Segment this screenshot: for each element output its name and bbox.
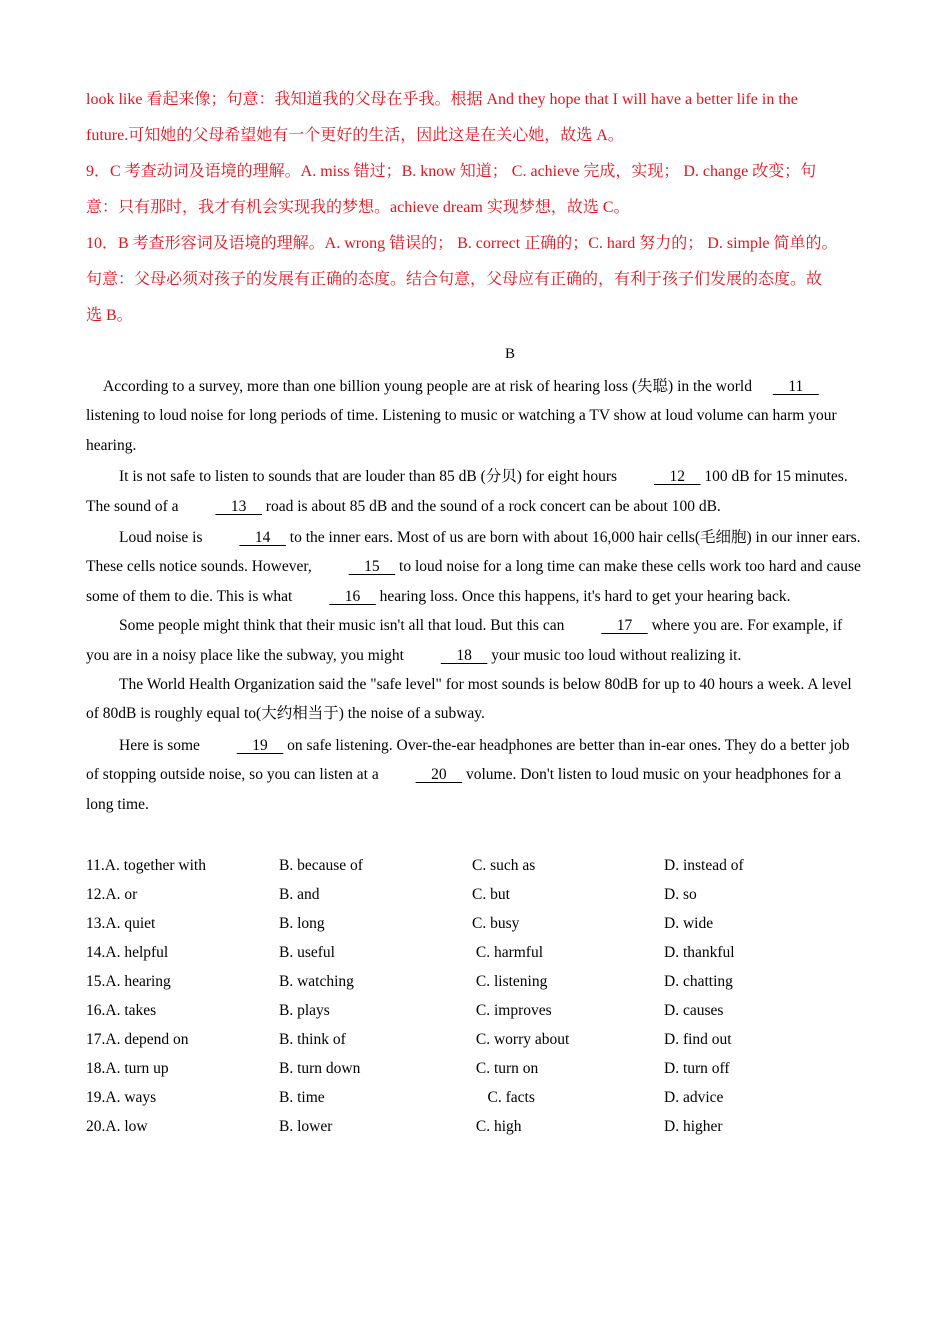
option-row-11: [86, 851, 866, 880]
option-d[interactable]: D. instead of: [664, 857, 744, 874]
option-row-13: [86, 909, 866, 938]
option-c[interactable]: C. worry about: [472, 1031, 570, 1048]
passage-paragraph-2: It is not safe to listen to sounds that are louder than 85 dB (分贝) for eight hours 12 100 dB for 15 minutes. The sound of a 13 road is about 85 dB and the sound of a rock concert can be about 100 dB.: [86, 462, 866, 521]
answer-line: 9．C 考查动词及语境的理解。A. miss 错过；B. know 知道； C. achieve 完成，实现； D. change 改变；句: [86, 163, 817, 180]
option-d[interactable]: D. thankful: [664, 944, 735, 961]
option-b[interactable]: B. long: [279, 915, 325, 932]
option-row-14: [86, 938, 866, 967]
blank-20[interactable]: 20: [415, 766, 463, 784]
option-c[interactable]: C. such as: [472, 857, 536, 874]
option-d[interactable]: D. chatting: [664, 973, 733, 990]
option-b[interactable]: B. and: [279, 886, 320, 903]
answer-options: [86, 851, 866, 1141]
option-a[interactable]: 17.A. depend on: [86, 1031, 189, 1048]
passage-paragraph-6: Here is some 19 on safe listening. Over-the-ear headphones are better than in-ear ones. They do a better job of stopping outside noise, so you can listen at a 20 volume. Don't listen to loud music on your headphones for a long time.: [86, 731, 866, 819]
blank-17[interactable]: 17: [601, 617, 648, 635]
passage-paragraph-4: Some people might think that their music isn't all that loud. But this can 17 where you are. For example, if you are in a noisy place like the subway, you might 18 your music too loud without realizing it.: [86, 611, 866, 670]
blank-12[interactable]: 12: [653, 468, 701, 486]
blank-18[interactable]: 18: [440, 646, 488, 664]
option-row-20: [86, 1112, 866, 1141]
answer-line: 选 B。: [86, 307, 133, 324]
option-b[interactable]: B. turn down: [279, 1060, 361, 1077]
option-c[interactable]: C. high: [472, 1118, 522, 1135]
option-a[interactable]: 15.A. hearing: [86, 973, 171, 990]
option-d[interactable]: D. higher: [664, 1118, 723, 1135]
blank-19[interactable]: 19: [236, 736, 284, 754]
option-a[interactable]: 14.A. helpful: [86, 944, 169, 961]
option-row-16: [86, 996, 866, 1025]
option-a[interactable]: 16.A. takes: [86, 1002, 157, 1019]
option-d[interactable]: D. causes: [664, 1002, 724, 1019]
option-row-12: [86, 880, 866, 909]
blank-11[interactable]: 11: [772, 378, 819, 395]
option-c[interactable]: C. improves: [472, 1002, 552, 1019]
answer-line: 10．B 考查形容词及语境的理解。A. wrong 错误的； B. correct 正确的；C. hard 努力的； D. simple 简单的。: [86, 235, 838, 252]
option-c[interactable]: C. facts: [472, 1089, 535, 1106]
option-b[interactable]: B. think of: [279, 1031, 346, 1048]
answer-line: look like 看起来像；句意：我知道我的父母在乎我。根据 And they hope that I will have a better life in the: [86, 91, 798, 108]
option-a[interactable]: 13.A. quiet: [86, 915, 156, 932]
option-c[interactable]: C. turn on: [472, 1060, 539, 1077]
option-d[interactable]: D. so: [664, 886, 697, 903]
option-row-15: [86, 967, 866, 996]
answer-explanation-8: [86, 82, 876, 154]
option-c[interactable]: C. harmful: [472, 944, 544, 961]
blank-13[interactable]: 13: [215, 497, 262, 515]
option-c[interactable]: C. but: [472, 886, 510, 903]
option-b[interactable]: B. lower: [279, 1118, 333, 1135]
option-b[interactable]: B. useful: [279, 944, 335, 961]
option-a[interactable]: 20.A. low: [86, 1118, 148, 1135]
blank-14[interactable]: 14: [239, 529, 286, 547]
answer-explanation-9: [86, 154, 876, 226]
passage-paragraph-3: Loud noise is 14 to the inner ears. Most of us are born with about 16,000 hair cells(毛细胞) in our inner ears. These cells notice sounds. However, 15 to loud noise for a long time can make these cells work too hard and cause some of them to die. This is what 16 hearing loss. Once this happens, it's hard to get your hearing back.: [86, 523, 866, 611]
option-row-17: [86, 1025, 866, 1054]
option-b[interactable]: B. time: [279, 1089, 325, 1106]
answer-line: future.可知她的父母希望她有一个更好的生活，因此这是在关心她，故选 A。: [86, 127, 624, 144]
option-b[interactable]: B. plays: [279, 1002, 330, 1019]
option-d[interactable]: D. advice: [664, 1089, 724, 1106]
section-title: B: [504, 346, 515, 362]
answer-explanation-10: [86, 226, 876, 334]
answer-line: 意：只有那时，我才有机会实现我的梦想。achieve dream 实现梦想，故选 C。: [86, 199, 630, 216]
option-a[interactable]: 18.A. turn up: [86, 1060, 169, 1077]
option-a[interactable]: 12.A. or: [86, 886, 138, 903]
blank-16[interactable]: 16: [329, 587, 376, 605]
option-d[interactable]: D. turn off: [664, 1060, 730, 1077]
passage-paragraph-1: According to a survey, more than one billion young people are at risk of hearing loss (失聪) in the world 11 listening to loud noise for long periods of time. Listening to music or watching a TV show at loud volume can harm your hearing.: [86, 372, 866, 460]
option-d[interactable]: D. wide: [664, 915, 714, 932]
passage-paragraph-5: The World Health Organization said the "safe level" for most sounds is below 80dB for up to 40 hours a week. A level of 80dB is roughly equal to(大约相当于) the noise of a subway.: [86, 676, 852, 723]
blank-15[interactable]: 15: [348, 558, 396, 576]
option-row-19: [86, 1083, 866, 1112]
answer-line: 句意：父母必须对孩子的发展有正确的态度。结合句意，父母应有正确的，有利于孩子们发展的态度。故: [86, 271, 823, 288]
option-a[interactable]: 11.A. together with: [86, 857, 206, 874]
option-b[interactable]: B. watching: [279, 973, 354, 990]
cloze-passage: [86, 372, 866, 819]
option-c[interactable]: C. listening: [472, 973, 548, 990]
option-a[interactable]: 19.A. ways: [86, 1089, 157, 1106]
option-d[interactable]: D. find out: [664, 1031, 732, 1048]
option-row-18: [86, 1054, 866, 1083]
option-b[interactable]: B. because of: [279, 857, 363, 874]
option-c[interactable]: C. busy: [472, 915, 520, 932]
